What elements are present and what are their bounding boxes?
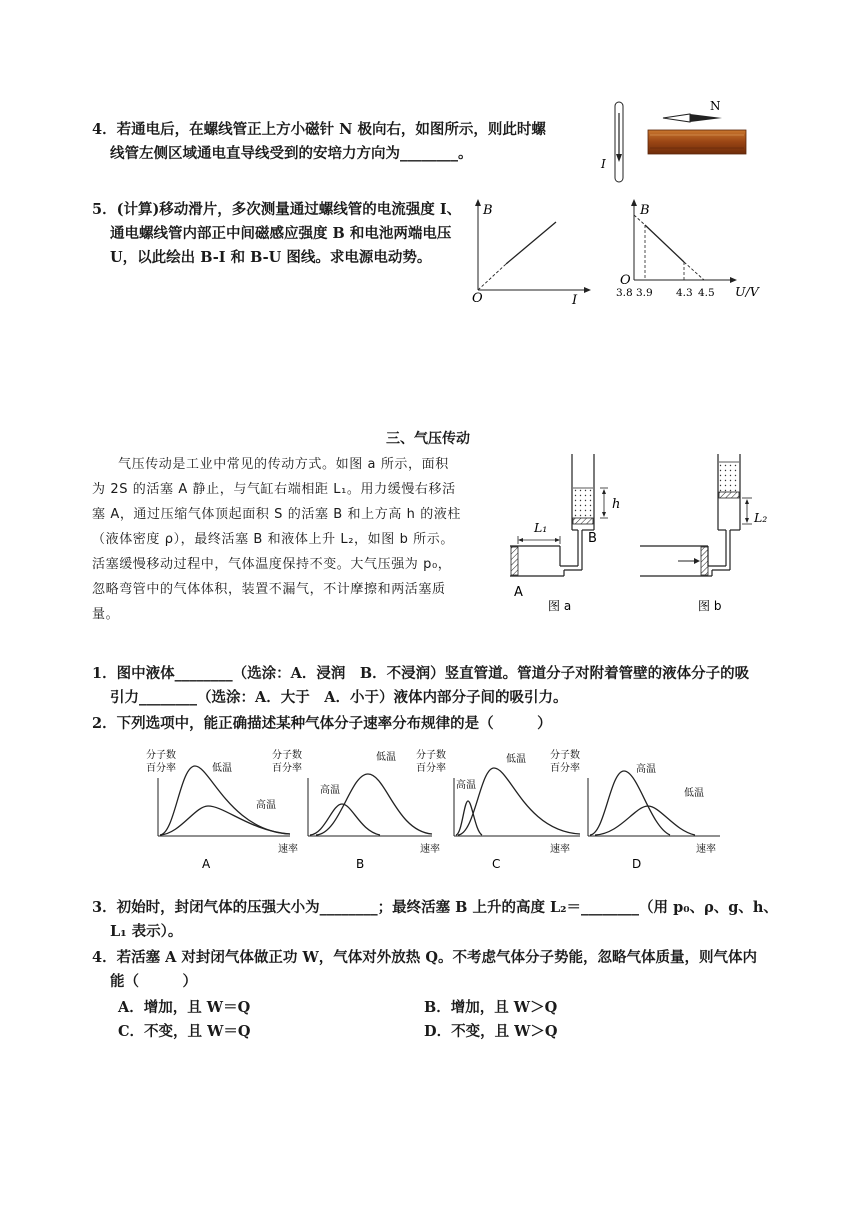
graph-b-low-curve: [316, 774, 432, 835]
h-label: h: [612, 497, 621, 512]
graph-c-ylabel-2: 百分率: [416, 763, 446, 774]
b-u-tick-45: 4.5: [698, 287, 715, 299]
q5-top-text: [92, 198, 462, 270]
a-label: A: [514, 585, 523, 600]
b-u-line: [645, 225, 684, 262]
q1-line2: 引力________（选涂：A．大于 A．小于）液体内部分子间的吸引力。: [110, 689, 568, 706]
current-label: I: [601, 157, 606, 171]
q4-top-line1: 4．若通电后，在螺线管正上方小磁针 N 极向右，如图所示，则此时螺: [92, 121, 546, 138]
b-i-origin: O: [472, 291, 483, 306]
l2-label: L₂: [754, 510, 768, 525]
q3-line1: 3．初始时，封闭气体的压强大小为________；最终活塞 B 上升的高度 L₂＝________（用 p₀、ρ、g、h、: [92, 899, 778, 916]
force-arrow: [694, 558, 700, 564]
piston-b-raised: [719, 492, 739, 498]
q5-top-line1: 5．(计算)移动滑片，多次测量通过螺线管的电流强度 I、: [92, 201, 462, 218]
question-4: [92, 946, 792, 994]
graph-b-option: B: [356, 857, 365, 871]
liquid-column-a: [573, 488, 593, 518]
graph-d-low-curve: [595, 806, 695, 835]
para-line-1: 气压传动是工业中常见的传动方式。如图 a 所示，面积: [118, 457, 449, 472]
solenoid-figure: [598, 98, 758, 188]
q1-line1: 1．图中液体________（选涂：A．浸润 B．不浸润）竖直管道。管道分子对附着管壁的液体分子的吸: [92, 665, 750, 682]
figure-b: [640, 454, 767, 613]
b-u-origin: O: [620, 273, 631, 288]
graph-b-high-curve: [310, 804, 380, 835]
fig-a-caption: 图 a: [548, 599, 572, 613]
fig-b-caption: 图 b: [698, 599, 722, 613]
b-u-x-label: U/V: [735, 284, 759, 299]
option-b[interactable]: B．增加，且 W＞Q: [424, 999, 558, 1016]
b-label: B: [588, 531, 597, 546]
piston-b: [573, 518, 593, 524]
piston-a-moved: [701, 547, 708, 575]
para-line-2: 为 2S 的活塞 A 静止，与气缸右端相距 L₁。用力缓慢右移活: [92, 482, 456, 497]
b-i-y-label: B: [483, 203, 493, 218]
question-2: 2．下列选项中，能正确描述某种气体分子速率分布规律的是（ ）: [92, 715, 552, 732]
para-line-7: 量。: [92, 607, 120, 622]
graph-d-ylabel-1: 分子数: [550, 750, 580, 761]
compass-needle-n: [690, 114, 722, 122]
graph-d-xlabel: 速率: [696, 844, 716, 855]
graph-b-ylabel-1: 分子数: [272, 750, 302, 761]
graph-c-option: C: [492, 857, 501, 871]
graph-a-ylabel-2: 百分率: [146, 763, 176, 774]
l1-label: L₁: [534, 520, 548, 535]
graph-b-high-label: 高温: [320, 785, 340, 796]
para-line-4: （液体密度 ρ），最终活塞 B 和液体上升 L₂，如图 b 所示。: [92, 532, 454, 547]
north-label: N: [710, 99, 721, 113]
graph-b-xlabel: 速率: [420, 844, 440, 855]
figure-a: [510, 454, 620, 613]
q3-line2: L₁ 表示）。: [110, 923, 183, 940]
question-1: [92, 662, 792, 710]
graph-d-ylabel-2: 百分率: [550, 763, 580, 774]
b-u-y-label: B: [640, 203, 650, 218]
graph-d-high-curve: [590, 771, 670, 835]
q4-top-text: [92, 118, 572, 166]
q4-line2: 能（ ）: [110, 973, 197, 990]
graph-c-high-label: 高温: [456, 780, 476, 791]
piston-figures: [498, 448, 798, 618]
b-i-extrapolation: [478, 264, 506, 290]
graph-c-ylabel-1: 分子数: [416, 750, 446, 761]
b-i-x-label: I: [572, 293, 578, 306]
graph-a-xlabel: 速率: [278, 844, 298, 855]
section-title: 三、气压传动: [386, 431, 470, 447]
speed-distribution-graphs: [140, 746, 740, 874]
graph-d-low-label: 低温: [684, 788, 704, 799]
b-u-tick-38: 3.8: [616, 287, 633, 299]
graph-d-high-label: 高温: [636, 764, 656, 775]
para-line-5: 活塞缓慢移动过程中，气体温度保持不变。大气压强为 p₀，: [92, 557, 452, 572]
compass-needle-s: [663, 114, 690, 122]
section-paragraph: [92, 452, 492, 627]
graph-b-ylabel-2: 百分率: [272, 763, 302, 774]
q4-top-line2: 线管左侧区域通电直导线受到的安培力方向为________。: [110, 145, 473, 162]
q5-top-line2: 通电螺线管内部正中间磁感应强度 B 和电池两端电压: [110, 225, 452, 242]
solenoid-coil: [648, 130, 746, 154]
b-u-extrapolation-right: [684, 262, 704, 280]
graph-d-option: D: [632, 857, 642, 871]
para-line-3: 塞 A，通过压缩气体顶起面积 S 的活塞 B 和上方高 h 的液柱: [92, 507, 462, 522]
dist-graph-d: [550, 748, 720, 871]
graph-a-ylabel-1: 分子数: [146, 750, 176, 761]
q4-line1: 4．若活塞 A 对封闭气体做正功 W，气体对外放热 Q。不考虑气体分子势能，忽略气体质量，则气体内: [92, 949, 757, 966]
graph-c-low-label: 低温: [506, 754, 526, 765]
graph-a-low-label: 低温: [212, 763, 232, 774]
piston-a: [511, 547, 518, 575]
b-u-graph: [614, 198, 774, 306]
b-i-line: [506, 222, 556, 264]
option-a[interactable]: A．增加，且 W＝Q: [118, 999, 251, 1016]
option-d[interactable]: D．不变，且 W＞Q: [424, 1023, 558, 1040]
graph-c-xlabel: 速率: [550, 844, 570, 855]
graph-a-high-label: 高温: [256, 800, 276, 811]
b-u-tick-39: 3.9: [636, 287, 653, 299]
graph-c-high-curve: [456, 801, 482, 835]
option-c[interactable]: C．不变，且 W＝Q: [118, 1023, 251, 1040]
graph-a-option: A: [202, 857, 211, 871]
question-3: [92, 896, 792, 944]
b-i-graph: [468, 198, 593, 306]
b-u-tick-43: 4.3: [676, 287, 693, 299]
q5-top-line3: U，以此绘出 B-I 和 B-U 图线。求电源电动势。: [110, 249, 432, 266]
para-line-6: 忽略弯管中的气体体积，装置不漏气，不计摩擦和两活塞质: [92, 582, 446, 597]
liquid-column-b: [719, 462, 739, 492]
graph-b-low-label: 低温: [376, 752, 396, 763]
